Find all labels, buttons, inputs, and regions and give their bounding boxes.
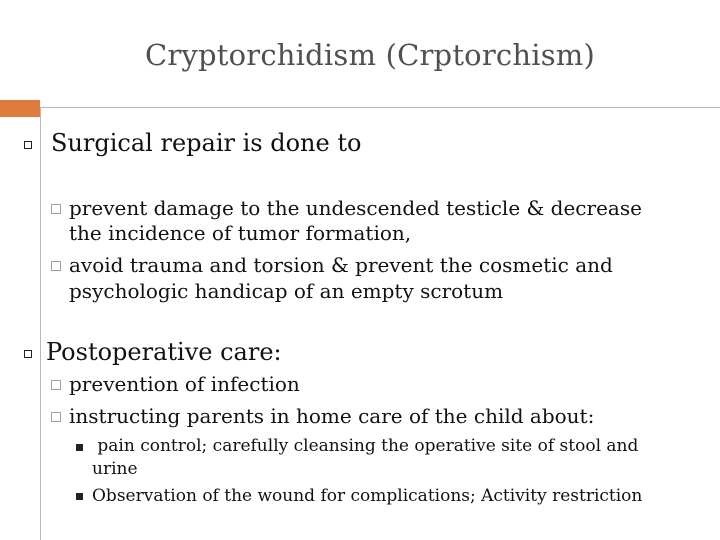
- sub-bullet-square-icon: [51, 412, 61, 422]
- sub-bullet-square-icon: [51, 380, 61, 390]
- sub-bullet-avoid-trauma-line-2: psychologic handicap of an empty scrotum: [69, 279, 504, 303]
- sub-bullet-square-icon: [51, 204, 61, 214]
- bullet-square-icon: [24, 141, 32, 149]
- sub-sub-bullet-square-icon: [76, 493, 83, 500]
- sub-bullet-prevention-of-infection: prevention of infection: [69, 372, 300, 396]
- item-pain-control-line-1: pain control; carefully cleansing the operative site of stool and: [92, 436, 639, 456]
- sub-sub-bullet-square-icon: [76, 444, 83, 451]
- slide-title: Cryptorchidism (Crptorchism): [144, 38, 595, 72]
- sub-bullet-prevent-damage-line-2: the incidence of tumor formation,: [69, 221, 412, 245]
- bullet-square-icon: [24, 350, 32, 358]
- left-vertical-rule: [40, 107, 41, 540]
- sub-bullet-prevent-damage-line-1: prevent damage to the undescended testicle & decrease: [69, 196, 642, 220]
- bullet-postoperative-care: Postoperative care:: [46, 338, 282, 366]
- item-pain-control-line-2: urine: [92, 459, 138, 479]
- sub-bullet-avoid-trauma-line-1: avoid trauma and torsion & prevent the cosmetic and: [69, 253, 613, 277]
- bullet-surgical-repair: Surgical repair is done to: [51, 129, 362, 157]
- sub-bullet-instructing-parents: instructing parents in home care of the child about:: [69, 404, 595, 428]
- accent-block: [0, 100, 40, 117]
- title-divider: [40, 107, 720, 108]
- sub-bullet-square-icon: [51, 261, 61, 271]
- item-observation-of-wound: Observation of the wound for complications; Activity restriction: [92, 486, 643, 506]
